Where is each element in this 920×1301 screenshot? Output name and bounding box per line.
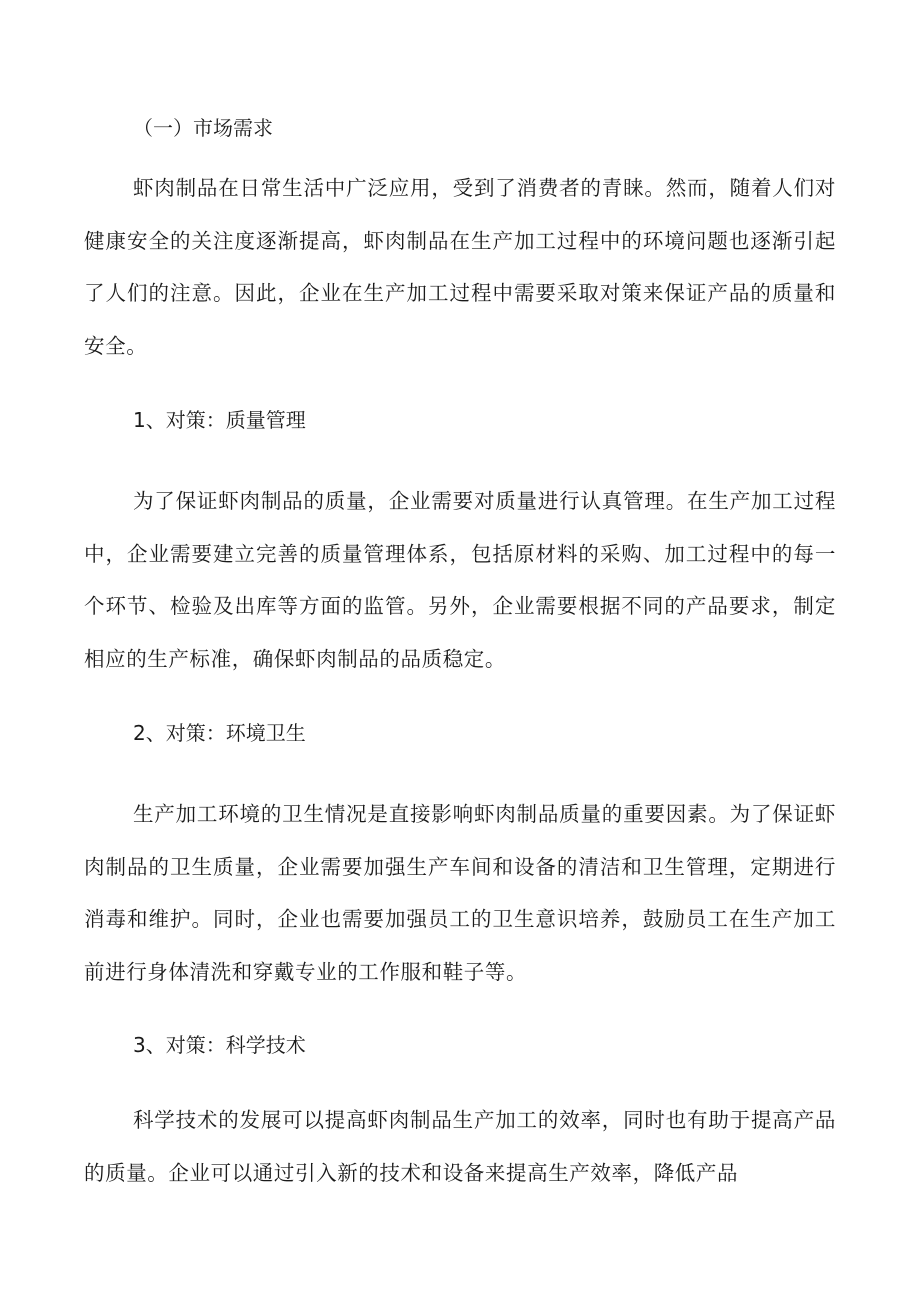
intro-paragraph: 虾肉制品在日常生活中广泛应用，受到了消费者的青睐。然而，随着人们对健康安全的关注度逐渐提高，虾肉制品在生产加工过程中的环境问题也逐渐引起了人们的注意。因此，企业在生产加工过程中需要采取对策来保证产品的质量和安全。: [84, 176, 836, 358]
measure-body-hygiene: 生产加工环境的卫生情况是直接影响虾肉制品质量的重要因素。为了保证虾肉制品的卫生质量，企业需要加强生产车间和设备的清洁和卫生管理，定期进行消毒和维护。同时，企业也需要加强员工的卫生意识培养，鼓励员工在生产加工前进行身体清洗和穿戴专业的工作服和鞋子等。: [84, 802, 836, 984]
measure-heading-hygiene: 2、对策：环境卫生: [133, 721, 306, 745]
measure-body-technology: 科学技术的发展可以提高虾肉制品生产加工的效率，同时也有助于提高产品的质量。企业可以通过引入新的技术和设备来提高生产效率，降低产品: [84, 1108, 836, 1185]
measure-body-quality: 为了保证虾肉制品的质量，企业需要对质量进行认真管理。在生产加工过程中，企业需要建立完善的质量管理体系，包括原材料的采购、加工过程中的每一个环节、检验及出库等方面的监管。另外，企业需要根据不同的产品要求，制定相应的生产标准，确保虾肉制品的品质稳定。: [84, 489, 836, 671]
measure-heading-technology: 3、对策：科学技术: [133, 1033, 306, 1057]
section-title: （一）市场需求: [133, 116, 273, 140]
measure-heading-quality: 1、对策：质量管理: [133, 408, 306, 432]
